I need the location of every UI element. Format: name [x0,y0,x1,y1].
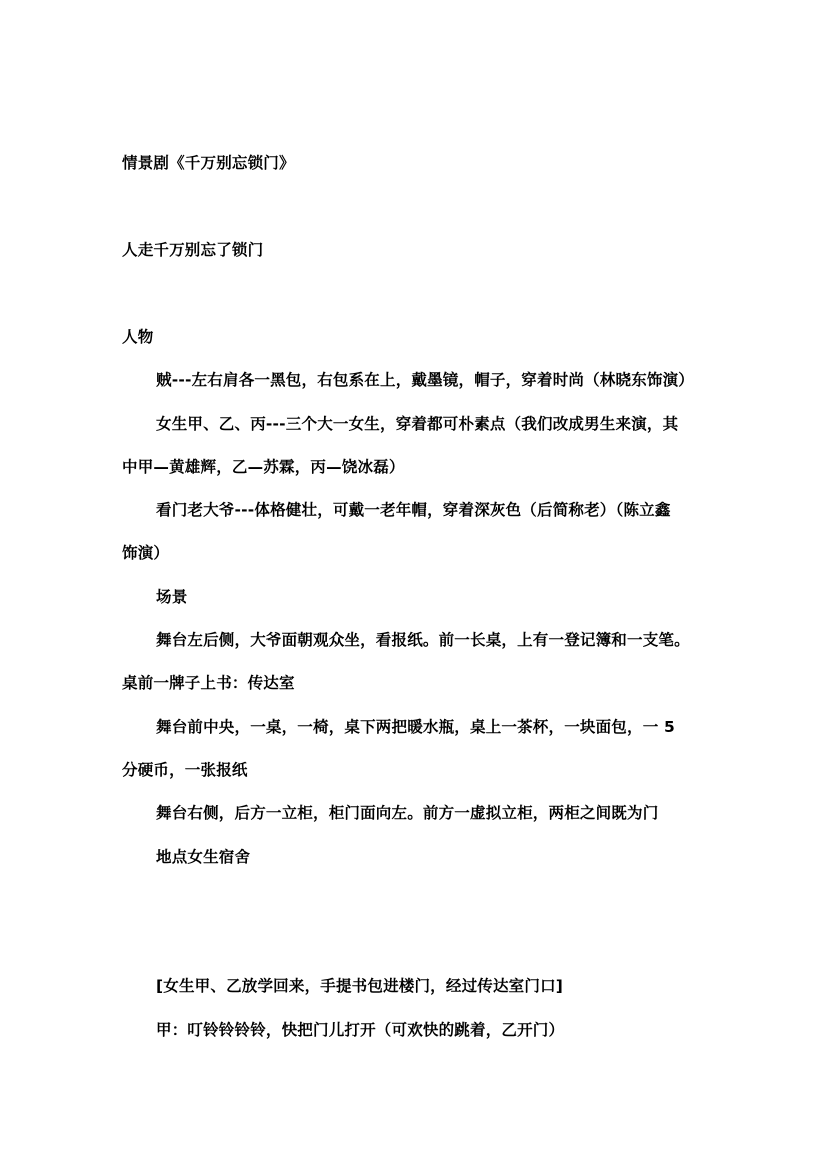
character-girls-line-2: 中甲—黄雄辉，乙—苏霖，丙—饶冰磊） [122,458,405,476]
scene-left-line-2: 桌前一牌子上书：传达室 [122,674,295,692]
document-title: 情景剧《千万别忘锁门》 [122,154,295,172]
characters-heading: 人物 [122,328,154,346]
scene-right-line-1: 舞台右侧，后方一立柜，柜门面向左。前方一虚拟立柜，两柜之间既为门 [156,804,659,822]
scene-location: 地点女生宿舍 [156,848,251,866]
scene-heading: 场景 [156,588,188,606]
scene-center-line-2: 分硬币，一张报纸 [122,761,248,779]
scene-center-line-1: 舞台前中央，一桌，一椅，桌下两把暖水瓶，桌上一茶杯，一块面包，一 5 [156,718,675,736]
document-subtitle: 人走千万别忘了锁门 [122,241,264,259]
character-guard-line-2: 饰演） [122,544,170,562]
stage-direction: [女生甲、乙放学回来，手提书包进楼门，经过传达室门口] [156,977,564,995]
character-girls-line-1: 女生甲、乙、丙---三个大一女生，穿着都可朴素点（我们改成男生来演，其 [156,415,679,433]
dialogue-line-1: 甲：叮铃铃铃铃，快把门儿打开（可欢快的跳着，乙开门） [156,1021,565,1039]
scene-left-line-1: 舞台左后侧，大爷面朝观众坐，看报纸。前一长桌，上有一登记簿和一支笔。 [156,631,690,649]
character-thief: 贼---左右肩各一黑包，右包系在上，戴墨镜，帽子，穿着时尚（林晓东饰演） [156,371,695,389]
character-guard-line-1: 看门老大爷---体格健壮，可戴一老年帽，穿着深灰色（后简称老）（陈立鑫 [156,501,671,519]
